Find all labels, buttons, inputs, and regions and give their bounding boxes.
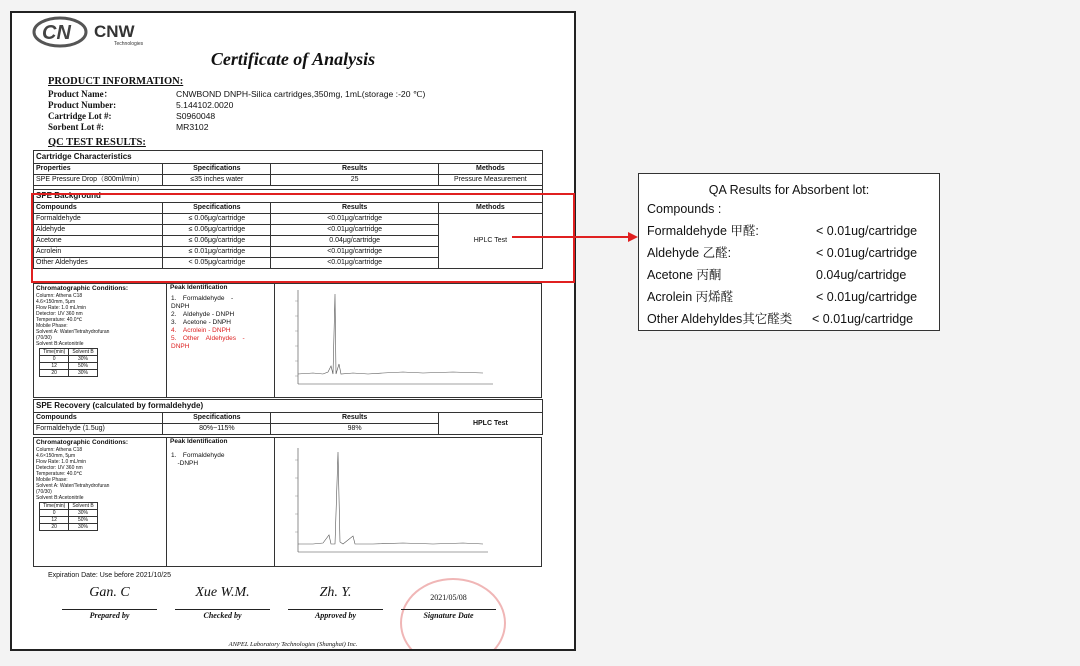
chromatogram-2 [283, 440, 498, 564]
info-row: Product Number: 5.144102.0020 [48, 100, 234, 110]
gradient-table: Time(min) Solvent B 0 30% 12 50% 20 30% [39, 502, 98, 531]
qc-heading: QC TEST RESULTS: [48, 137, 146, 148]
qa-row: Acetone 丙酮 0.04ug/cartridge [647, 268, 907, 282]
peak-identification: Peak Identification 1. Formaldehyde -DNPH [166, 438, 275, 566]
chromatogram-1 [283, 286, 498, 396]
chromatography-section-1 [33, 283, 542, 398]
recovery-title: SPE Recovery (calculated by formaldehyde) [34, 400, 543, 413]
prepared-by-label: Prepared by [62, 609, 157, 620]
table-row: Acrolein ≤ 0.01μg/cartridge <0.01μg/cartridge [34, 247, 543, 258]
signature-date-label: Signature Date [401, 609, 496, 620]
info-row: Cartridge Lot #: S0960048 [48, 111, 216, 121]
qa-row: Aldehyde 乙醛: < 0.01ug/cartridge [647, 246, 918, 260]
table-row: Aldehyde ≤ 0.06μg/cartridge <0.01μg/cartridge [34, 225, 543, 236]
cnw-logo [32, 16, 192, 48]
qa-row: Acrolein 丙烯醛 < 0.01ug/cartridge [647, 290, 918, 304]
chromatography-section-2 [33, 437, 542, 567]
checked-signature: Xue W.M. [195, 585, 250, 600]
table-row: Formaldehyde (1.5ug) 80%~115% 98% [34, 424, 543, 435]
certificate-document [10, 11, 576, 651]
qa-compounds-label: Compounds : [647, 202, 722, 216]
arrow-right-icon [512, 229, 640, 245]
chrom-conditions: Chromatographic Conditions: Column: Athena C18 4.6×150mm, 5μm Flow Rate: 1.0 mL/min Detector: UV 360 nm Temperature: 40.0℃ Mobile Phase: Solvent A: Water/Tetrahydrofuran (70/30) Solvent B:Acetonitrile Time(min) Solvent B 0 30% 12 50% 20 30% [36, 285, 129, 376]
info-row: Sorbent Lot #: MR3102 [48, 122, 209, 132]
product-info [48, 89, 425, 133]
qc-table: Cartridge Characteristics Properties Specifications Results Methods SPE Pressure Drop（800ml/min） ≤35 inches water 25 Pressure Measurement SPE Background Compounds Specifications Results Methods Formaldehyde ≤ 0.06μg/cartridge <0.01μg/cartridge HPLC Test Aldehyde ≤ 0.06μg/cartridge <0.01μg/cartridge Acetone ≤ 0.06μg/cartridge 0.04μg/cartridge Acrolein ≤ 0.01μg/cartridge <0.01μg/cartridge Other Aldehydes < 0.05μg/cartridge <0.01μg/cartridge [33, 150, 543, 269]
qa-title: QA Results for Absorbent lot: [708, 183, 870, 197]
table-row: SPE Pressure Drop（800ml/min） ≤35 inches water 25 Pressure Measurement [34, 175, 543, 186]
table-row: Other Aldehydes < 0.05μg/cartridge <0.01μg/cartridge [34, 258, 543, 269]
approved-signature: Zh. Y. [319, 585, 352, 600]
spe-background-title: SPE Background [34, 190, 543, 203]
svg-text:CN: CN [42, 22, 71, 44]
info-row: Product Name： CNWBOND DNPH-Silica cartridges,350mg, 1mL(storage :-20 ℃) [48, 89, 426, 99]
footer-company: ANPEL Laboratory Technologies (Shanghai) Inc. [228, 641, 358, 648]
product-info-heading: PRODUCT INFORMATION: [48, 76, 184, 87]
expiration-date: Expiration Date: Use before 2021/10/25 [48, 572, 171, 579]
cartridge-title: Cartridge Characteristics [34, 151, 543, 164]
svg-text:Technologies: Technologies [114, 41, 144, 47]
prepared-signature: Gan. C [89, 585, 130, 600]
qa-results-box [638, 173, 940, 331]
peak-identification: Peak Identification 1. Formaldehyde - DNPH 2. Aldehyde - DNPH 3. Acetone - DNPH 4. Acrolein - DNPH 5. Other Aldehydes - DNPH [166, 284, 275, 397]
qa-row: Other Aldehyldes其它醛类 < 0.01ug/cartridge [647, 312, 914, 326]
recovery-table: SPE Recovery (calculated by formaldehyde) Compounds Specifications Results HPLC Test Formaldehyde (1.5ug) 80%~115% 98% [33, 399, 543, 435]
signature-date-value: 2021/05/08 [430, 593, 467, 602]
doc-title: Certificate of Analysis [210, 49, 376, 69]
highlight-box [31, 193, 575, 283]
approved-by-label: Approved by [288, 609, 383, 620]
qa-row: Formaldehyde 甲醛: < 0.01ug/cartridge [647, 224, 918, 238]
chrom-conditions: Chromatographic Conditions: Column: Athena C18 4.6×150mm, 5μm Flow Rate: 1.0 mL/min Detector: UV 360 nm Temperature: 40.0℃ Mobile Phase: Solvent A: Water/Tetrahydrofuran (70/30) Solvent B:Acetonitrile Time(min) Solvent B 0 30% 12 50% 20 30% [36, 439, 129, 530]
table-row: Acetone ≤ 0.06μg/cartridge 0.04μg/cartridge [34, 236, 543, 247]
svg-text:CNW: CNW [94, 22, 135, 41]
table-row: Formaldehyde ≤ 0.06μg/cartridge <0.01μg/cartridge HPLC Test [34, 214, 543, 225]
checked-by-label: Checked by [175, 609, 270, 620]
gradient-table: Time(min) Solvent B 0 30% 12 50% 20 30% [39, 348, 98, 377]
